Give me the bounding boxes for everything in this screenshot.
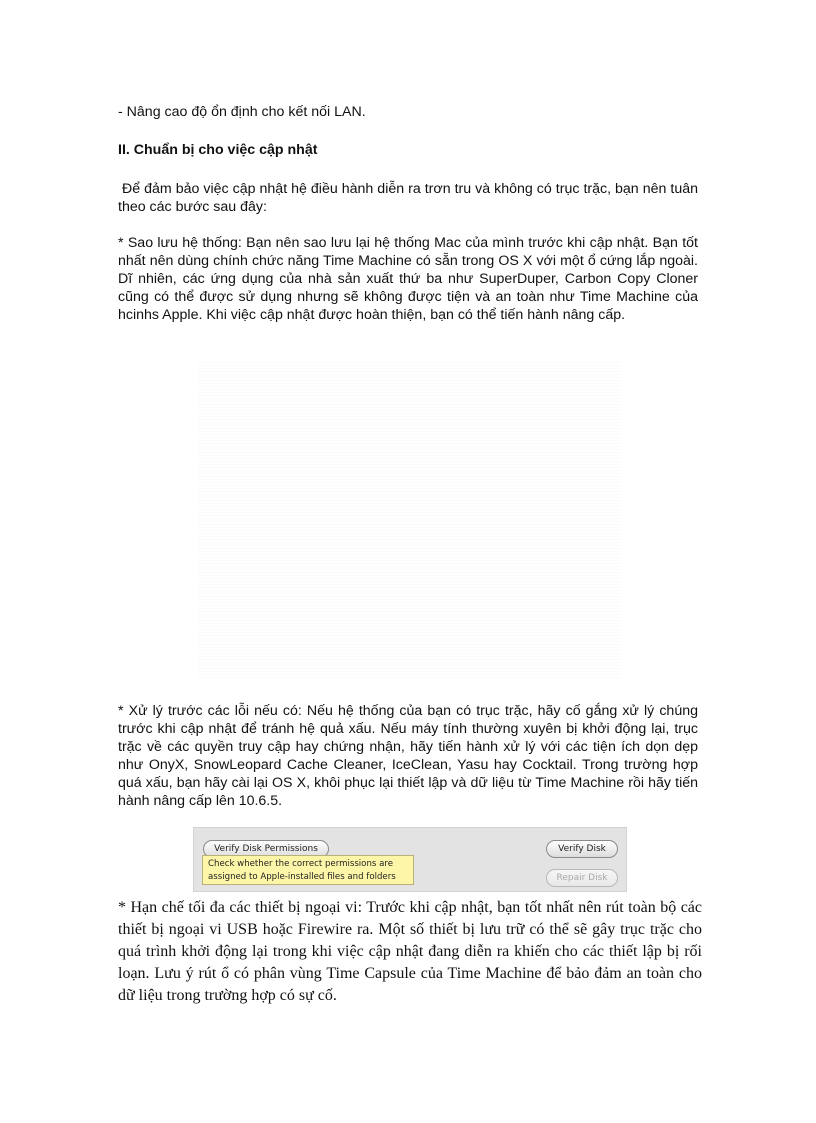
lan-bullet-text: - Nâng cao độ ổn định cho kết nối LAN. bbox=[118, 104, 366, 120]
permissions-tooltip bbox=[202, 855, 414, 885]
verify-disk-permissions-button[interactable]: Verify Disk Permissions bbox=[203, 840, 329, 858]
peripherals-paragraph: * Hạn chế tối đa các thiết bị ngoại vi: Trước khi cập nhật, bạn tốt nhất nên rút toàn bộ các thiết bị ngoại vi USB hoặc Firewire ra. Một số thiết bị lưu trữ có thể sẽ gây trục trặc cho quá trình khởi động lại trong khi việc cập nhật đang diễn ra khiến cho các thiết lập bị rối loạn. Lưu ý rút ổ có phân vùng Time Capsule của Time Machine để bảo đảm an toàn cho dữ liệu trong trường hợp có sự cố. bbox=[118, 899, 702, 1004]
intro-paragraph: Để đảm bảo việc cập nhật hệ điều hành diễn ra trơn tru và không có trục trặc, bạn nên tuân theo các bước sau đây: bbox=[118, 181, 698, 215]
tooltip-line-1: Check whether the correct permissions are bbox=[208, 859, 393, 869]
tooltip-line-2: assigned to Apple-installed files and folders bbox=[208, 872, 396, 882]
repair-disk-button[interactable]: Repair Disk bbox=[546, 869, 618, 887]
fix-errors-paragraph: * Xử lý trước các lỗi nếu có: Nếu hệ thống của bạn có trục trặc, hãy cố gắng xử lý chúng trước khi cập nhật để tránh hệ quả xấu. Nếu máy tính thường xuyên bị khởi động lại, trục trặc về các quyền truy cập hay chứng nhận, hãy tiến hành xử lý với các tiện ích dọn dẹp như OnyX, SnowLeopard Cache Cleaner, IceClean, Yasu hay Cocktail. Trong trường hợp quá xấu, bạn hãy cài lại OS X, khôi phục lại thiết lập và dữ liệu từ Time Machine rồi hãy tiến hành nâng cấp lên 10.6.5. bbox=[118, 703, 698, 809]
section-heading: II. Chuẩn bị cho việc cập nhật bbox=[118, 142, 318, 158]
backup-paragraph: * Sao lưu hệ thống: Bạn nên sao lưu lại hệ thống Mac của mình trước khi cập nhật. Bạn tốt nhất nên dùng chính chức năng Time Machine có sẵn trong OS X với một ổ cứng lắp ngoài. Dĩ nhiên, các ứng dụng của nhà sản xuất thứ ba như SuperDuper, Carbon Copy Cloner cũng có thể được sử dụng nhưng sẽ không được tiện và an toàn như Time Machine của hcinhs Apple. Khi việc cập nhật được hoàn thiện, bạn có thể tiến hành nâng cấp. bbox=[118, 235, 698, 323]
faded-screenshot-figure bbox=[198, 360, 620, 678]
verify-disk-button[interactable]: Verify Disk bbox=[546, 840, 618, 858]
disk-utility-screenshot bbox=[193, 827, 627, 892]
